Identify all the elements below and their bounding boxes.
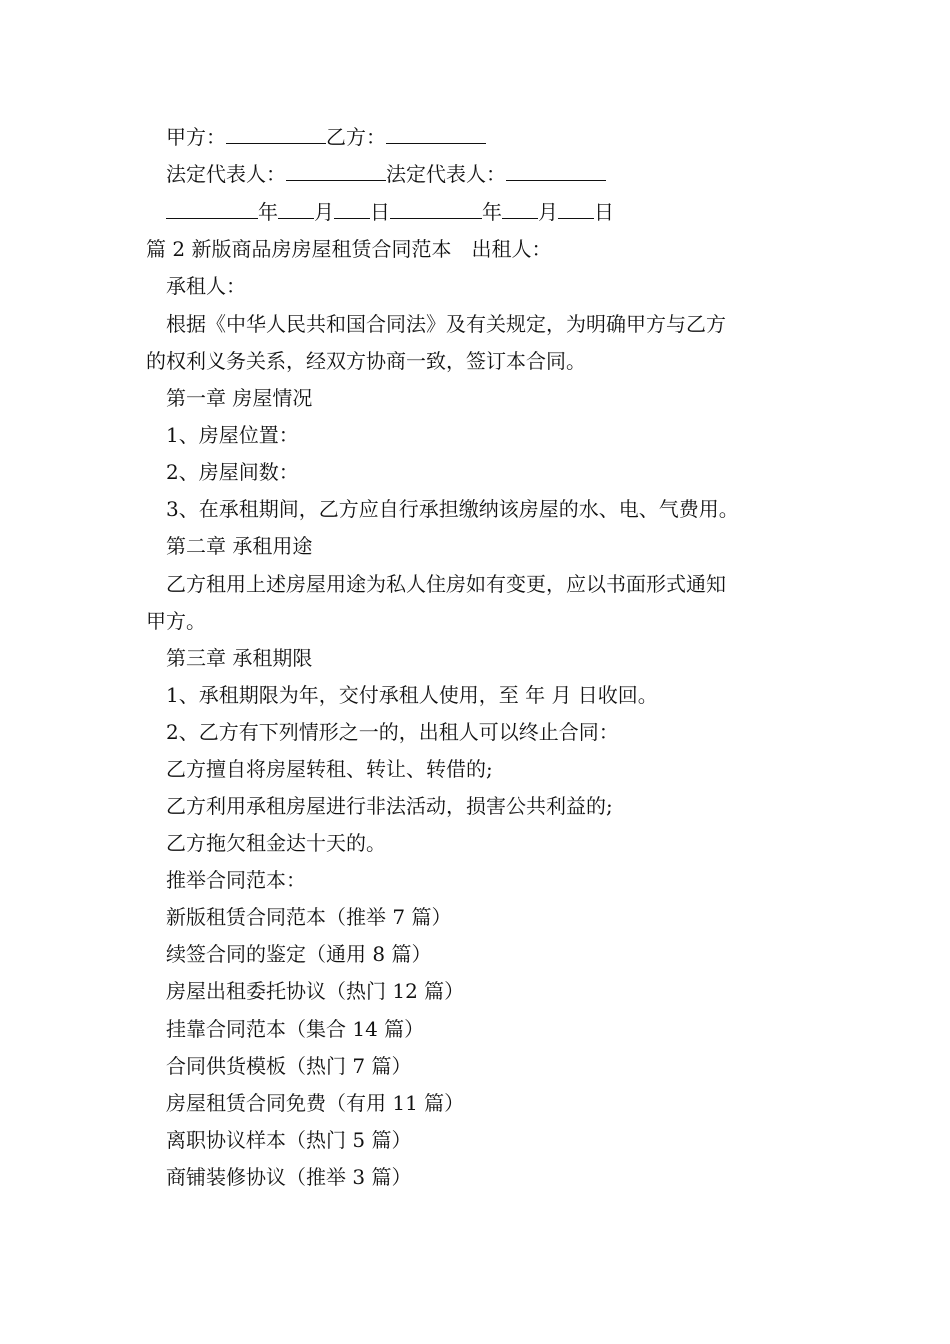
recommend-link[interactable]: 挂靠合同范本（集合 14 篇） xyxy=(166,1017,425,1041)
month-a-label: 月 xyxy=(314,200,334,224)
party-a-label: 甲方： xyxy=(166,125,226,149)
day-a-label: 日 xyxy=(370,200,390,224)
party-signature-line xyxy=(166,123,486,149)
recommend-link[interactable]: 商铺装修协议（推举 3 篇） xyxy=(166,1165,412,1189)
year-a-label: 年 xyxy=(258,200,278,224)
chapter-2-paragraph-line-2: 甲方。 xyxy=(146,609,206,633)
year-b-label: 年 xyxy=(482,200,502,224)
year-a-blank xyxy=(166,198,258,219)
chapter-3-subitem-1: 乙方擅自将房屋转租、转让、转借的; xyxy=(166,757,493,781)
recommend-link[interactable]: 续签合同的鉴定（通用 8 篇） xyxy=(166,942,432,966)
chapter-3-item-2: 2、乙方有下列情形之一的，出租人可以终止合同： xyxy=(166,720,619,744)
recommend-heading: 推举合同范本： xyxy=(166,868,306,892)
recommend-link[interactable]: 离职协议样本（热门 5 篇） xyxy=(166,1128,412,1152)
chapter-3-subitem-3: 乙方拖欠租金达十天的。 xyxy=(166,831,386,855)
party-b-label: 乙方： xyxy=(326,125,386,149)
recommend-link[interactable]: 房屋租赁合同免费（有用 11 篇） xyxy=(166,1091,465,1115)
chapter-1-item-1: 1、房屋位置： xyxy=(166,423,299,447)
rep-a-label: 法定代表人： xyxy=(166,162,286,186)
intro-paragraph-line-2: 的权利义务关系，经双方协商一致，签订本合同。 xyxy=(146,349,586,373)
lessee-line: 承租人： xyxy=(166,274,246,298)
recommend-link[interactable]: 新版租赁合同范本（推举 7 篇） xyxy=(166,905,452,929)
chapter-3-subitem-2: 乙方利用承租房屋进行非法活动，损害公共利益的; xyxy=(166,794,613,818)
recommend-link[interactable]: 合同供货模板（热门 7 篇） xyxy=(166,1054,412,1078)
chapter-1-title: 第一章 房屋情况 xyxy=(166,386,313,410)
rep-b-label: 法定代表人： xyxy=(386,162,506,186)
chapter-2-title: 第二章 承租用途 xyxy=(166,534,313,558)
chapter-3-title: 第三章 承租期限 xyxy=(166,646,313,670)
chapter-2-paragraph-line-1: 乙方租用上述房屋用途为私人住房如有变更，应以书面形式通知 xyxy=(166,572,726,596)
day-b-label: 日 xyxy=(594,200,614,224)
party-b-blank xyxy=(386,123,486,144)
year-b-blank xyxy=(390,198,482,219)
date-line xyxy=(166,198,614,224)
section-title: 篇 2 新版商品房房屋租赁合同范本 出租人： xyxy=(146,237,552,261)
rep-b-blank xyxy=(506,160,606,181)
chapter-3-item-1: 1、承租期限为年，交付承租人使用，至 年 月 日收回。 xyxy=(166,683,658,707)
representative-line xyxy=(166,160,606,186)
rep-a-blank xyxy=(286,160,386,181)
chapter-1-item-3: 3、在承租期间，乙方应自行承担缴纳该房屋的水、电、气费用。 xyxy=(166,497,739,521)
party-a-blank xyxy=(226,123,326,144)
day-b-blank xyxy=(558,198,594,219)
intro-paragraph-line-1: 根据《中华人民共和国合同法》及有关规定，为明确甲方与乙方 xyxy=(166,312,726,336)
month-b-label: 月 xyxy=(538,200,558,224)
chapter-1-item-2: 2、房屋间数： xyxy=(166,460,299,484)
month-a-blank xyxy=(278,198,314,219)
month-b-blank xyxy=(502,198,538,219)
recommend-link[interactable]: 房屋出租委托协议（热门 12 篇） xyxy=(166,979,465,1003)
day-a-blank xyxy=(334,198,370,219)
